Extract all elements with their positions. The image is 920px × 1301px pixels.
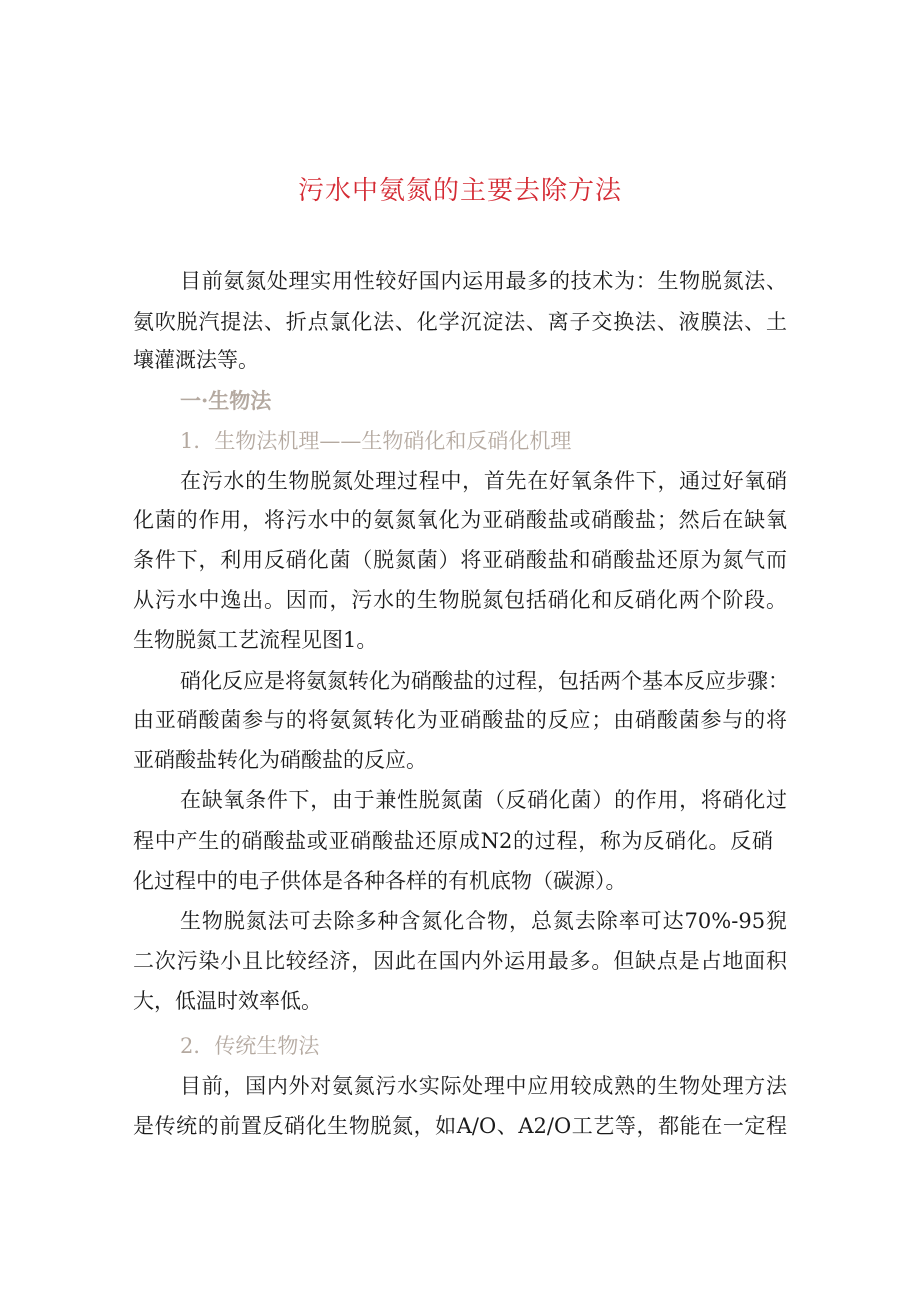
paragraph-line: 大，低温时效率低。 [133, 989, 322, 1013]
paragraph-line: 化过程中的电子供体是各种各样的有机底物（碳源）。 [133, 869, 627, 893]
paragraph-line: 亚硝酸盐转化为硝酸盐的反应。 [133, 748, 427, 772]
paragraph-line: 壤灌溉法等。 [133, 348, 259, 372]
paragraph-line: 生物脱氮法可去除多种含氮化合物，总氮去除率可达70%-95猊 [180, 909, 787, 933]
paragraph-line: 在污水的生物脱氮处理过程中，首先在好氧条件下，通过好氧硝 [180, 469, 787, 493]
paragraph-line: 目前，国内外对氨氮污水实际处理中应用较成熟的生物处理方法 [180, 1074, 787, 1098]
paragraph-line: 条件下，利用反硝化菌（脱氮菌）将亚硝酸盐和硝酸盐还原为氮气而 [133, 548, 787, 572]
paragraph-line: 二次污染小且比较经济，因此在国内外运用最多。但缺点是占地面积 [133, 949, 787, 973]
paragraph-line: 目前氨氮处理实用性较好国内运用最多的技术为：生物脱氮法、 [180, 269, 787, 293]
paragraph-line: 由亚硝酸菌参与的将氨氮转化为亚硝酸盐的反应；由硝酸菌参与的将 [133, 708, 787, 732]
paragraph-line: 程中产生的硝酸盐或亚硝酸盐还原成N2的过程，称为反硝化。反硝 [133, 829, 773, 853]
paragraph-line: 氨吹脱汽提法、折点氯化法、化学沉淀法、离子交换法、液膜法、土 [133, 310, 787, 334]
paragraph-line: 从污水中逸出。因而，污水的生物脱氮包括硝化和反硝化两个阶段。 [133, 588, 787, 612]
paragraph-line: 硝化反应是将氨氮转化为硝酸盐的过程，包括两个基本反应步骤： [180, 669, 789, 693]
document-title: 污水中氨氮的主要去除方法 [297, 176, 622, 206]
subsection-heading: 1．生物法机理——生物硝化和反硝化机理 [180, 429, 572, 453]
paragraph-line: 化菌的作用，将污水中的氨氮氧化为亚硝酸盐或硝酸盐；然后在缺氧 [133, 508, 787, 532]
subsection-heading: 2．传统生物法 [180, 1034, 320, 1058]
paragraph-line: 是传统的前置反硝化生物脱氮，如A/O、A2/O工艺等，都能在一定程 [133, 1114, 787, 1138]
section-heading: 一·生物法 [180, 388, 272, 413]
paragraph-line: 生物脱氮工艺流程见图1。 [133, 628, 378, 652]
paragraph-line: 在缺氧条件下，由于兼性脱氮菌（反硝化菌）的作用，将硝化过 [180, 788, 787, 812]
